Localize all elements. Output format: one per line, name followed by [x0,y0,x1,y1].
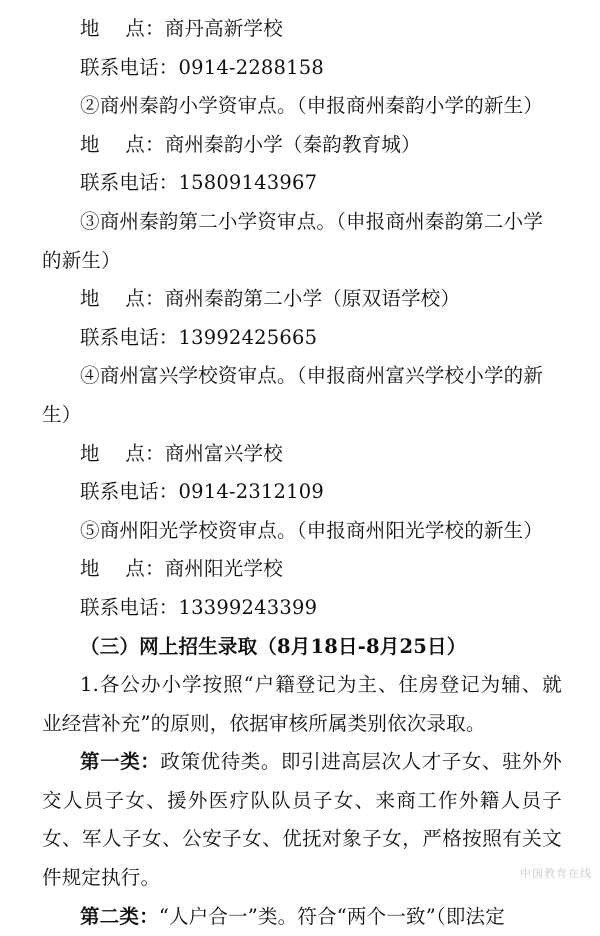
list-item: 联系电话：13399243399 [80,595,318,619]
list-item: ③商州秦韵第二小学资审点。（申报商州秦韵第二小学 [80,209,544,233]
list-item: 地 点：商丹高新学校 [80,17,283,40]
paragraph-category-two [42,898,562,936]
section-heading: （三）网上招生录取（8月18日-8月25日） [80,634,467,658]
watermark: 中国教育在线 [520,868,592,880]
list-item: 地 点：商州富兴学校 [80,441,283,465]
list-item: ⑤商州阳光学校资审点。（申报商州阳光学校的新生） [80,518,544,542]
list-item: ②商州秦韵小学资审点。（申报商州秦韵小学的新生） [80,94,544,118]
list-item: 的新生） [42,248,121,272]
list-item: ④商州富兴学校资审点。（申报商州富兴学校小学的新 [80,364,544,388]
list-item: 联系电话：0914-2312109 [80,480,324,504]
list-item: 地 点：商州秦韵小学（秦韵教育城） [80,132,421,156]
category-two-label: 第二类： [80,904,159,928]
category-one-text: 政策优待类。即引进高层次人才子女、驻外外交人员子女、援外医疗队队员子女、来商工作外籍人员子女、军人子女、公安子女、优抚对象子女，严格按照有关文件规定执行。 [42,750,562,890]
list-item: 联系电话：13992425665 [80,325,318,349]
address-block [42,10,562,628]
paragraph-category-one [42,743,562,897]
list-item: 生） [42,402,82,426]
paragraph-recruitment-principle: 1.各公办小学按照“户籍登记为主、住房登记为辅、就业经营补充”的原则，依据审核所属类别依次录取。 [42,673,562,735]
category-two-text: “人户合一”类。符合“两个一致”（即法定 [158,904,505,928]
list-item: 联系电话：15809143967 [80,171,318,195]
list-item: 地 点：商州秦韵第二小学（原双语学校） [80,287,461,311]
category-one-label: 第一类： [80,750,161,774]
list-item: 联系电话：0914-2288158 [80,55,324,79]
list-item: 地 点：商州阳光学校 [80,557,283,581]
